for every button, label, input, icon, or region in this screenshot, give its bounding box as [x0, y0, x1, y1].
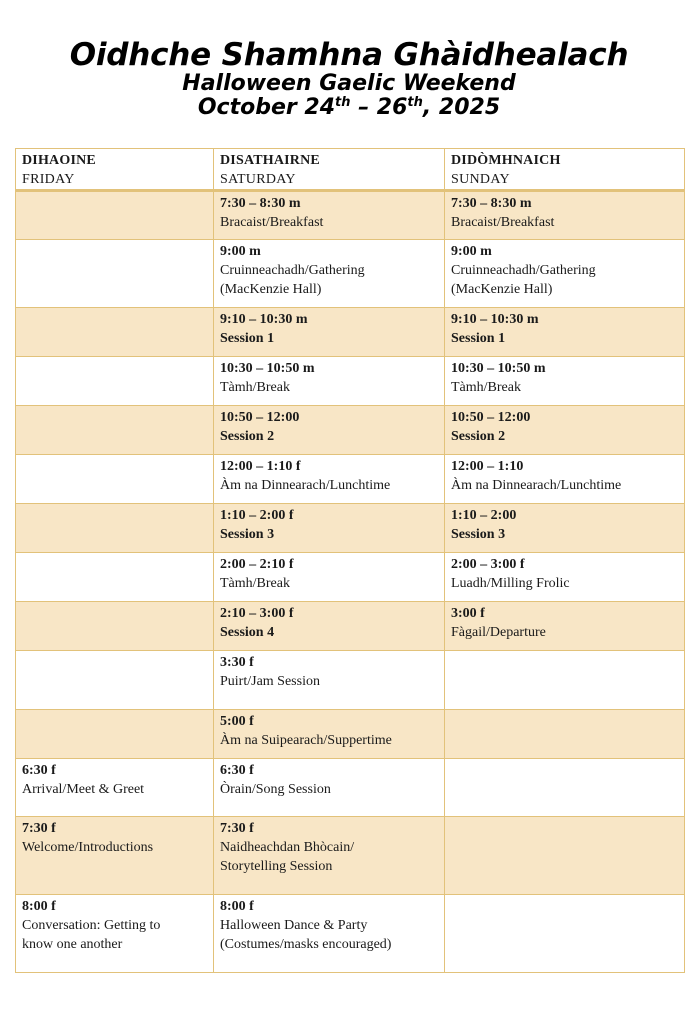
event-time: 10:30 – 10:50 m	[451, 361, 546, 376]
event-description: Session 2	[220, 429, 275, 444]
schedule-cell-sunday	[445, 504, 685, 553]
table-header-row	[16, 149, 685, 191]
schedule-cell-saturday	[214, 357, 445, 406]
page-subtitle: Halloween Gaelic Weekend	[182, 71, 516, 97]
schedule-cell-friday	[16, 651, 214, 710]
schedule-cell-sunday	[445, 602, 685, 651]
schedule-cell-sunday	[445, 308, 685, 357]
table-row	[16, 406, 685, 455]
event-description: Fàgail/Departure	[451, 625, 546, 640]
event-description: Session 2	[451, 429, 506, 444]
event-description: know one another	[22, 937, 123, 952]
event-description: Arrival/Meet & Greet	[22, 782, 145, 797]
column-header-friday	[16, 149, 214, 191]
table-row	[16, 455, 685, 504]
event-description: (Costumes/masks encouraged)	[220, 937, 392, 952]
table-row	[16, 602, 685, 651]
column-header-gaelic: DIDÒMHNAICH	[451, 153, 561, 168]
schedule-cell-friday	[16, 191, 214, 240]
event-dates	[0, 96, 698, 120]
event-time: 5:00 f	[220, 714, 254, 729]
schedule-cell-sunday	[445, 651, 685, 710]
dates-sup-1: th	[335, 95, 351, 111]
column-header-sunday	[445, 149, 685, 191]
event-description: Àm na Dinnearach/Lunchtime	[451, 478, 622, 493]
event-description: Storytelling Session	[220, 859, 333, 874]
event-time: 8:00 f	[22, 899, 56, 914]
event-description: (MacKenzie Hall)	[220, 282, 322, 297]
schedule-cell-friday	[16, 895, 214, 973]
schedule-cell-friday	[16, 817, 214, 895]
event-description: Tàmh/Break	[220, 576, 290, 591]
schedule-cell-sunday	[445, 553, 685, 602]
event-time: 2:00 – 2:10 f	[220, 557, 294, 572]
schedule-cell-saturday	[214, 710, 445, 759]
schedule-cell-sunday	[445, 759, 685, 817]
schedule-body	[16, 191, 685, 973]
event-time: 9:00 m	[220, 244, 261, 259]
dates-prefix: October 24	[197, 95, 335, 121]
schedule-cell-saturday	[214, 191, 445, 240]
page-header	[0, 38, 698, 120]
table-row	[16, 504, 685, 553]
schedule-cell-sunday	[445, 406, 685, 455]
schedule-cell-saturday	[214, 308, 445, 357]
event-time: 1:10 – 2:00 f	[220, 508, 294, 523]
schedule-cell-sunday	[445, 817, 685, 895]
dates-middle: – 26	[350, 95, 408, 121]
schedule-cell-friday	[16, 553, 214, 602]
schedule-cell-saturday	[214, 817, 445, 895]
schedule-cell-saturday	[214, 240, 445, 308]
event-description: (MacKenzie Hall)	[451, 282, 553, 297]
schedule-cell-friday	[16, 710, 214, 759]
schedule-cell-saturday	[214, 455, 445, 504]
event-time: 12:00 – 1:10	[451, 459, 524, 474]
event-time: 3:30 f	[220, 655, 254, 670]
event-description: Bracaist/Breakfast	[220, 215, 324, 230]
event-description: Cruinneachadh/Gathering	[451, 263, 596, 278]
event-description: Tàmh/Break	[220, 380, 290, 395]
event-time: 6:30 f	[22, 763, 56, 778]
event-time: 8:00 f	[220, 899, 254, 914]
schedule-cell-saturday	[214, 504, 445, 553]
event-time: 7:30 – 8:30 m	[451, 196, 532, 211]
schedule-cell-friday	[16, 455, 214, 504]
schedule-cell-sunday	[445, 357, 685, 406]
event-description: Session 1	[220, 331, 275, 346]
schedule-cell-friday	[16, 240, 214, 308]
column-header-english: SUNDAY	[451, 172, 510, 187]
schedule-cell-friday	[16, 504, 214, 553]
schedule-cell-friday	[16, 759, 214, 817]
table-row	[16, 651, 685, 710]
schedule-cell-sunday	[445, 710, 685, 759]
event-description: Cruinneachadh/Gathering	[220, 263, 365, 278]
event-time: 10:50 – 12:00	[220, 410, 300, 425]
event-description: Session 3	[451, 527, 506, 542]
schedule-cell-saturday	[214, 651, 445, 710]
table-row	[16, 817, 685, 895]
schedule-cell-friday	[16, 357, 214, 406]
event-time: 7:30 f	[220, 821, 254, 836]
column-header-english: FRIDAY	[22, 172, 75, 187]
event-description: Session 3	[220, 527, 275, 542]
event-description: Conversation: Getting to	[22, 918, 161, 933]
table-row	[16, 191, 685, 240]
event-description: Puirt/Jam Session	[220, 674, 320, 689]
event-time: 10:30 – 10:50 m	[220, 361, 315, 376]
schedule-cell-saturday	[214, 406, 445, 455]
event-time: 9:00 m	[451, 244, 492, 259]
event-description: Àm na Dinnearach/Lunchtime	[220, 478, 391, 493]
table-row	[16, 895, 685, 973]
table-row	[16, 308, 685, 357]
column-header-gaelic: DISATHAIRNE	[220, 153, 320, 168]
event-description: Halloween Dance & Party	[220, 918, 368, 933]
column-header-english: SATURDAY	[220, 172, 296, 187]
event-time: 1:10 – 2:00	[451, 508, 517, 523]
event-time: 7:30 f	[22, 821, 56, 836]
event-time: 3:00 f	[451, 606, 485, 621]
event-time: 7:30 – 8:30 m	[220, 196, 301, 211]
schedule-cell-sunday	[445, 191, 685, 240]
table-row	[16, 240, 685, 308]
event-time: 6:30 f	[220, 763, 254, 778]
schedule-cell-saturday	[214, 895, 445, 973]
event-time: 2:10 – 3:00 f	[220, 606, 294, 621]
event-time: 12:00 – 1:10 f	[220, 459, 301, 474]
event-time: 9:10 – 10:30 m	[451, 312, 539, 327]
table-row	[16, 357, 685, 406]
event-description: Àm na Suipearach/Suppertime	[220, 733, 392, 748]
column-header-saturday	[214, 149, 445, 191]
schedule-cell-friday	[16, 602, 214, 651]
schedule-cell-saturday	[214, 553, 445, 602]
schedule-cell-friday	[16, 406, 214, 455]
event-description: Session 4	[220, 625, 275, 640]
event-description: Naidheachdan Bhòcain/	[220, 840, 355, 855]
schedule-cell-saturday	[214, 602, 445, 651]
table-row	[16, 553, 685, 602]
event-description: Òrain/Song Session	[220, 782, 331, 797]
event-time: 2:00 – 3:00 f	[451, 557, 525, 572]
column-header-gaelic: DIHAOINE	[22, 153, 96, 168]
table-row	[16, 710, 685, 759]
event-description: Bracaist/Breakfast	[451, 215, 555, 230]
event-description: Tàmh/Break	[451, 380, 521, 395]
event-description: Luadh/Milling Frolic	[451, 576, 570, 591]
schedule-cell-sunday	[445, 240, 685, 308]
dates-sup-2: th	[407, 95, 423, 111]
table-row	[16, 759, 685, 817]
schedule-table	[15, 148, 685, 973]
schedule-cell-friday	[16, 308, 214, 357]
page-title: Oidhche Shamhna Ghàidhealach	[69, 37, 629, 73]
event-time: 10:50 – 12:00	[451, 410, 531, 425]
schedule-cell-saturday	[214, 759, 445, 817]
event-time: 9:10 – 10:30 m	[220, 312, 308, 327]
schedule-cell-sunday	[445, 895, 685, 973]
schedule-cell-sunday	[445, 455, 685, 504]
dates-suffix: , 2025	[422, 95, 501, 121]
event-description: Welcome/Introductions	[22, 840, 154, 855]
event-description: Session 1	[451, 331, 506, 346]
